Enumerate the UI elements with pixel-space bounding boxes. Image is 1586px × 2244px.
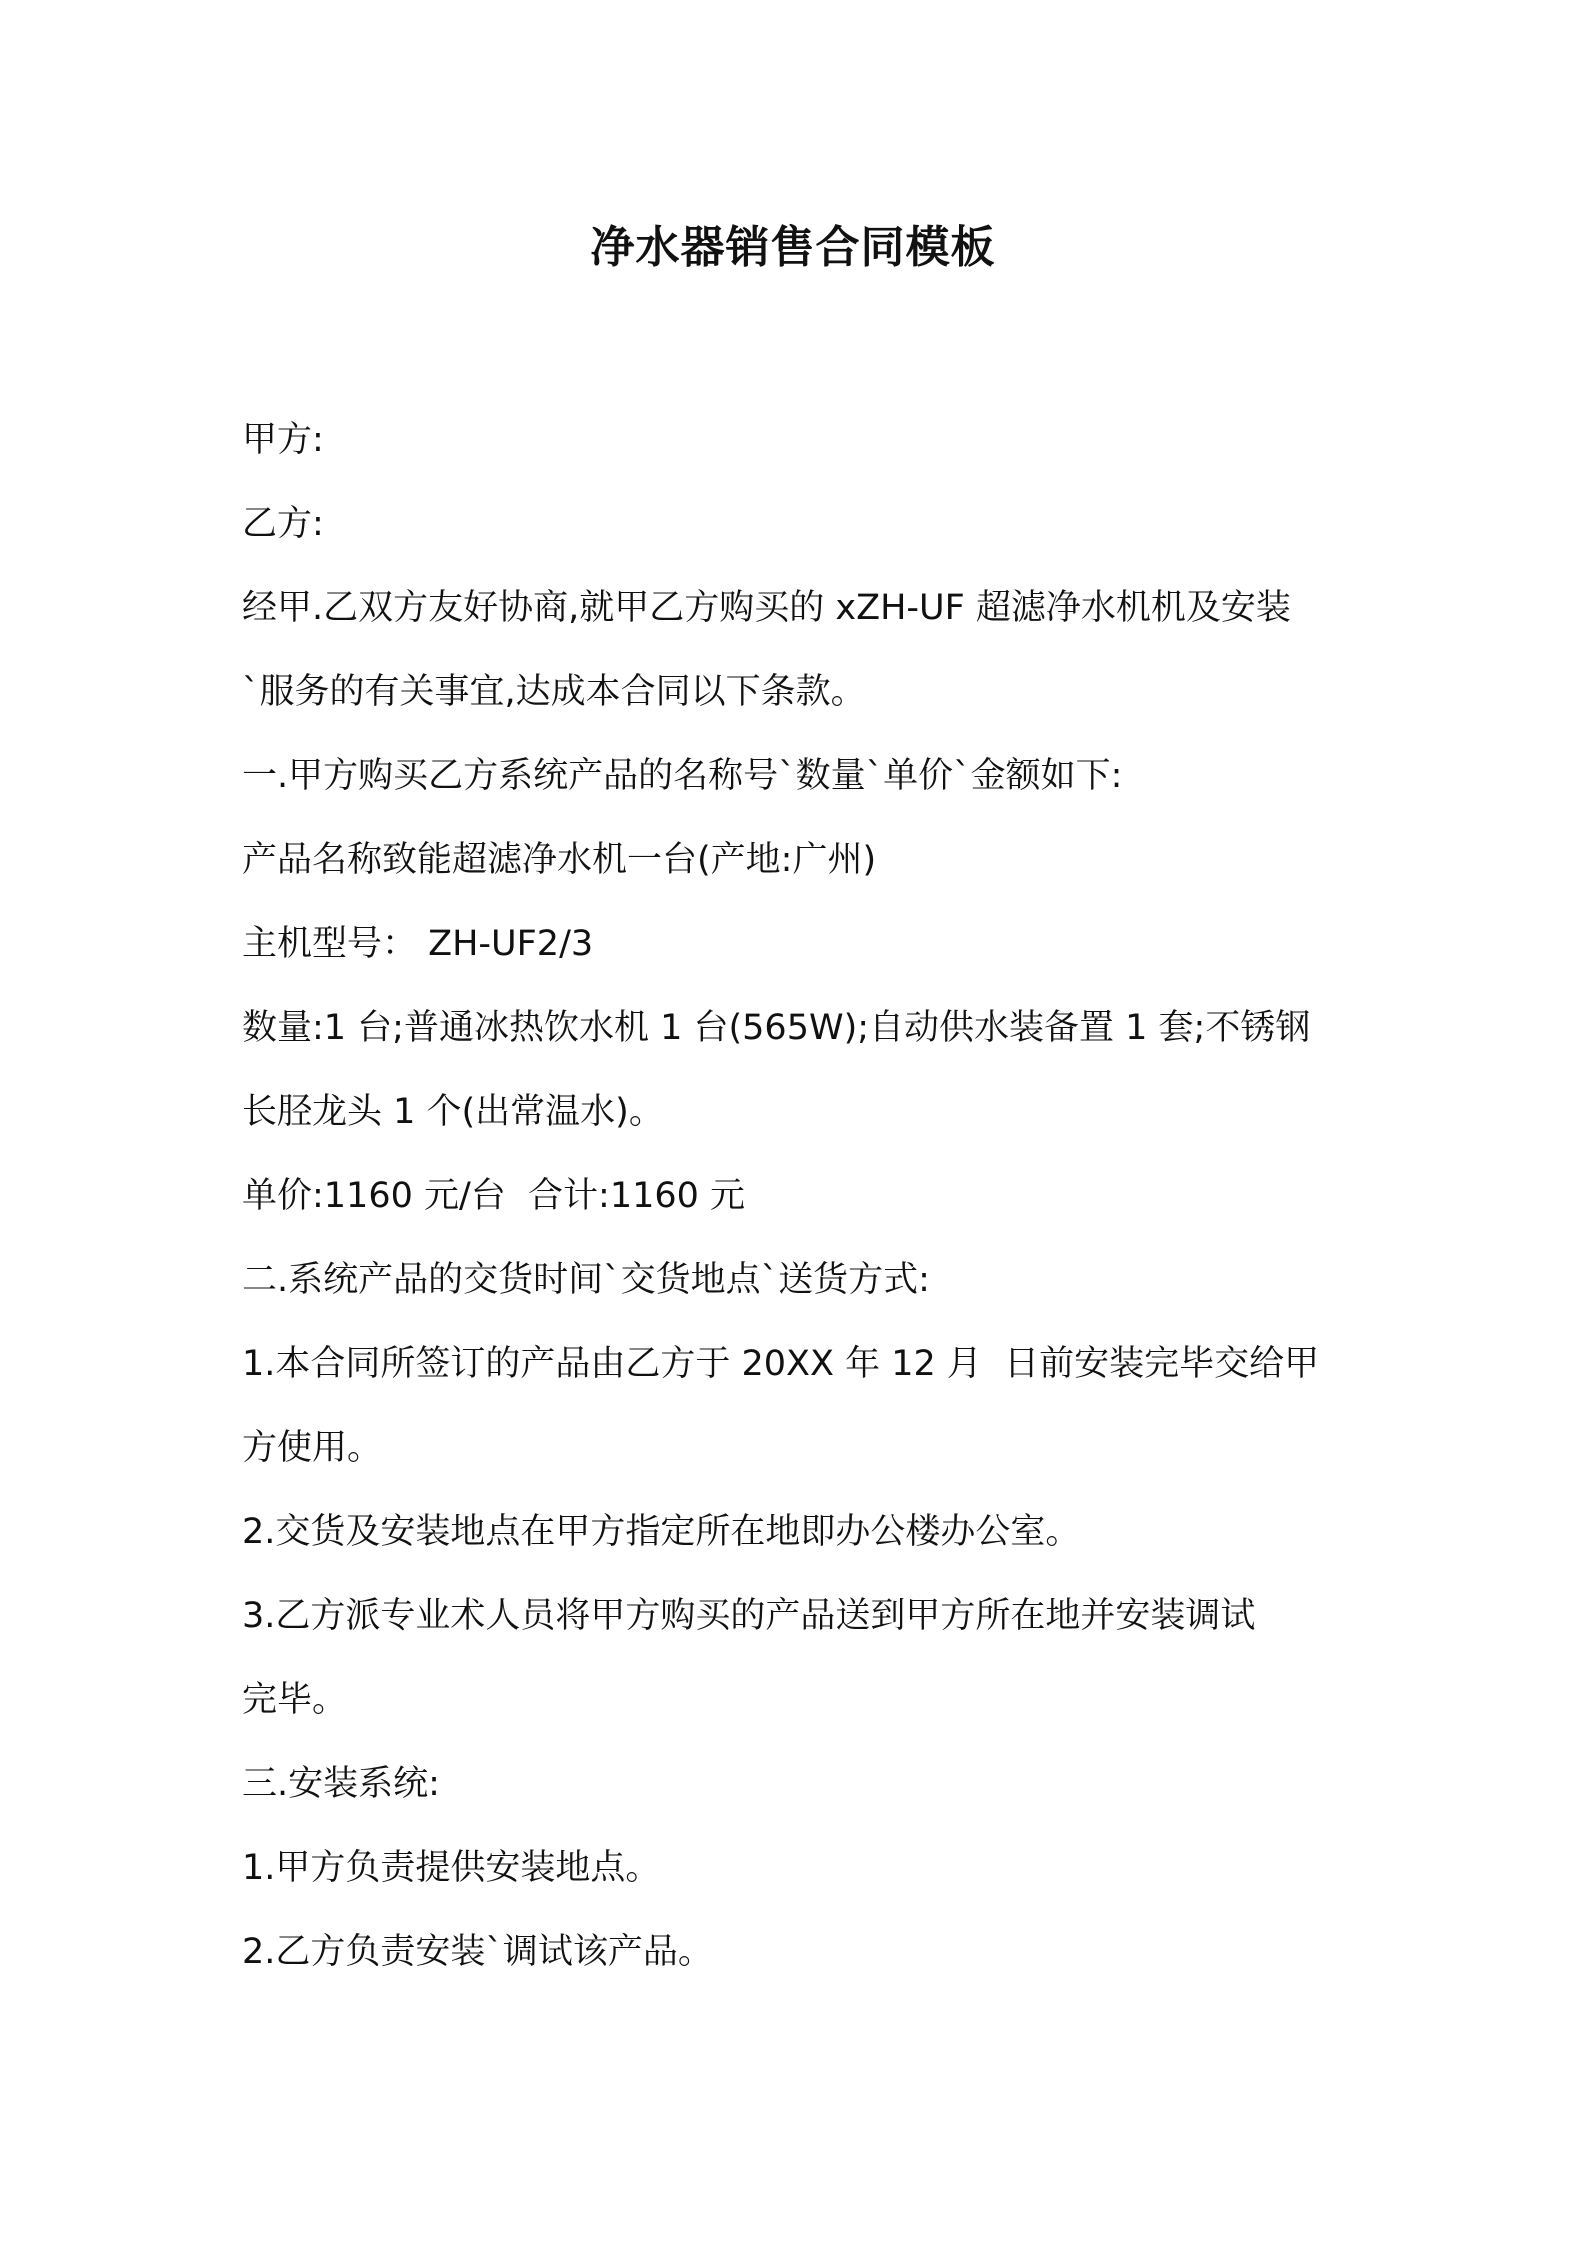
clause-2-3-line-1: 3.乙方派专业术人员将甲方购买的产品送到甲方所在地并安装调试	[242, 1596, 1256, 1636]
section-3-heading: 三.安装系统:	[242, 1764, 440, 1804]
model-number-line: 主机型号： ZH-UF2/3	[242, 924, 594, 964]
clause-2-1-line-1: 1.本合同所签订的产品由乙方于 20XX 年 12 月 日前安装完毕交给甲	[242, 1344, 1320, 1384]
party-b-line: 乙方:	[242, 504, 324, 544]
preamble-line-1: 经甲.乙双方友好协商,就甲乙方购买的 xZH-UF 超滤净水机机及安装	[242, 588, 1291, 628]
preamble-line-2: `服务的有关事宜,达成本合同以下条款。	[242, 672, 866, 712]
section-2-heading: 二.系统产品的交货时间`交货地点`送货方式:	[242, 1260, 930, 1300]
quantity-line-1: 数量:1 台;普通冰热饮水机 1 台(565W);自动供水装备置 1 套;不锈钢	[242, 1008, 1311, 1048]
price-total-line: 单价:1160 元/台 合计:1160 元	[242, 1176, 746, 1216]
clause-2-1-line-2: 方使用。	[242, 1428, 383, 1468]
clause-3-2: 2.乙方负责安装`调试该产品。	[242, 1932, 713, 1972]
product-name-line: 产品名称致能超滤净水机一台(产地:广州)	[242, 840, 877, 880]
party-a-line: 甲方:	[242, 420, 324, 460]
document-body	[242, 410, 1362, 2006]
section-1-heading: 一.甲方购买乙方系统产品的名称号`数量`单价`金额如下:	[242, 756, 1123, 796]
clause-3-1: 1.甲方负责提供安装地点。	[242, 1848, 661, 1888]
clause-2-3-line-2: 完毕。	[242, 1680, 348, 1720]
document-title: 净水器销售合同模板	[590, 222, 996, 273]
quantity-line-2: 长胫龙头 1 个(出常温水)。	[242, 1092, 664, 1132]
clause-2-2: 2.交货及安装地点在甲方指定所在地即办公楼办公室。	[242, 1512, 1081, 1552]
